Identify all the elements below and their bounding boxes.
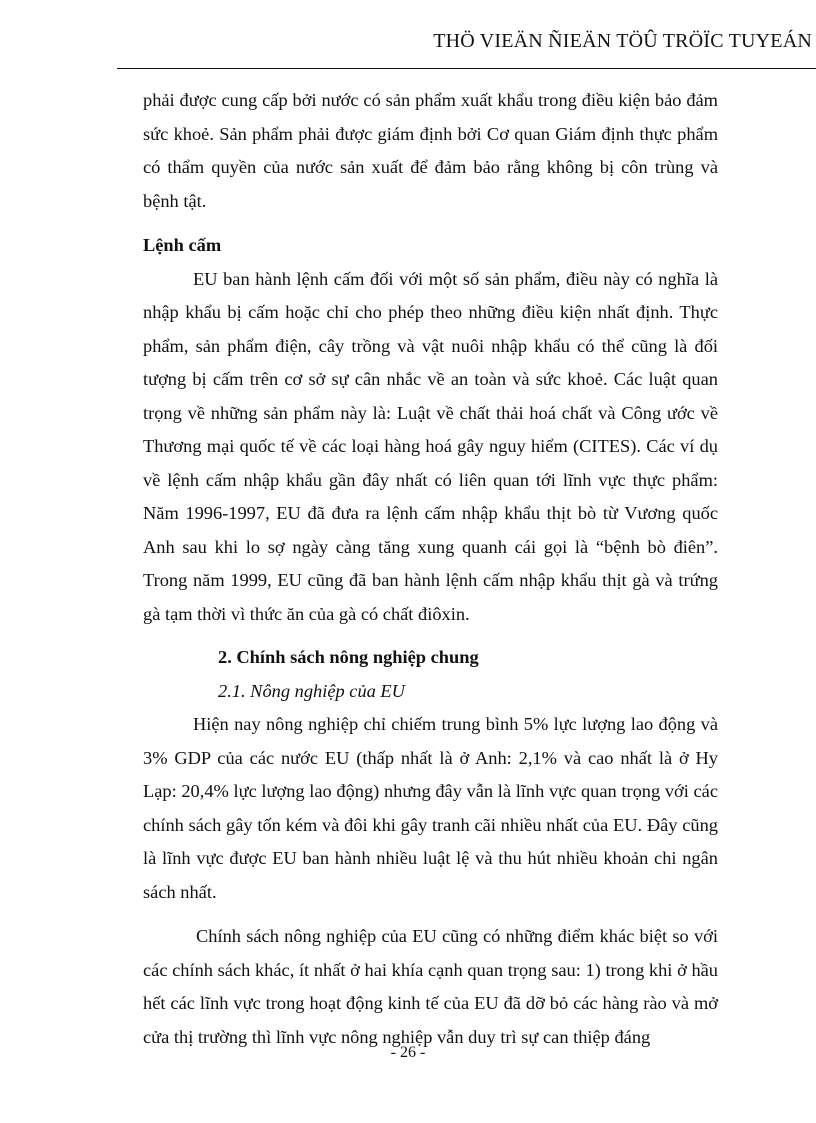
section-subtitle: 2.1. Nông nghiệp của EU — [218, 680, 405, 701]
heading-ban: Lệnh cấm — [143, 235, 222, 255]
paragraph-policy: Chính sách nông nghiệp của EU cũng có những điểm khác biệt so với các chính sách khác, ít nhất ở hai khía cạnh quan trọng sau: 1) trong khi ở hầu hết các lĩnh vực trong hoạt động kinh tế của EU đã dỡ bỏ các hàng rào và mở cửa thị trường thì lĩnh vực nông nghiệp vẫn duy trì sự can thiệp đáng — [143, 926, 718, 1047]
page-number: - 26 - — [390, 1044, 426, 1061]
paragraph-intro: phải được cung cấp bởi nước có sản phẩm xuất khẩu trong điều kiện bảo đảm sức khoẻ. Sản phẩm phải được giám định bởi Cơ quan Giám định thực phẩm có thẩm quyền của nước sản xuất để đảm bảo rằng không bị côn trùng và bệnh tật. — [143, 90, 718, 211]
document-body — [143, 84, 718, 1054]
page-header-title: THÖ VIEÄN ÑIEÄN TÖÛ TRÖÏC TUYEÁN — [433, 30, 812, 52]
section-title: 2. Chính sách nông nghiệp chung — [218, 647, 479, 667]
header-divider — [117, 68, 816, 69]
paragraph-agriculture: Hiện nay nông nghiệp chỉ chiếm trung bình 5% lực lượng lao động và 3% GDP của các nước EU (thấp nhất là ở Anh: 2,1% và cao nhất là ở Hy Lạp: 20,4% lực lượng lao động) nhưng đây vẫn là lĩnh vực quan trọng với các chính sách gây tốn kém và đôi khi gây tranh cãi nhiều nhất của EU. Đây cũng là lĩnh vực được EU ban hành nhiều luật lệ và thu hút nhiều khoản chi ngân sách nhất. — [143, 714, 718, 902]
paragraph-ban: EU ban hành lệnh cấm đối với một số sản phẩm, điều này có nghĩa là nhập khẩu bị cấm hoặc chỉ cho phép theo những điều kiện nhất định. Thực phẩm, sản phẩm điện, cây trồng và vật nuôi nhập khẩu có thể cũng là đối tượng bị cấm trên cơ sở sự cân nhắc về an toàn và sức khoẻ. Các luật quan trọng về những sản phẩm này là: Luật về chất thải hoá chất và Công ước về Thương mại quốc tế về các loại hàng hoá gây nguy hiểm (CITES). Các ví dụ về lệnh cấm nhập khẩu gần đây nhất có liên quan tới lĩnh vực thực phẩm: Năm 1996-1997, EU đã đưa ra lệnh cấm nhập khẩu thịt bò từ Vương quốc Anh sau khi lo sợ ngày càng tăng xung quanh cái gọi là “bệnh bò điên”. Trong năm 1999, EU cũng đã ban hành lệnh cấm nhập khẩu thịt gà và trứng gà tạm thời vì thức ăn của gà có chất điôxin. — [143, 268, 718, 624]
